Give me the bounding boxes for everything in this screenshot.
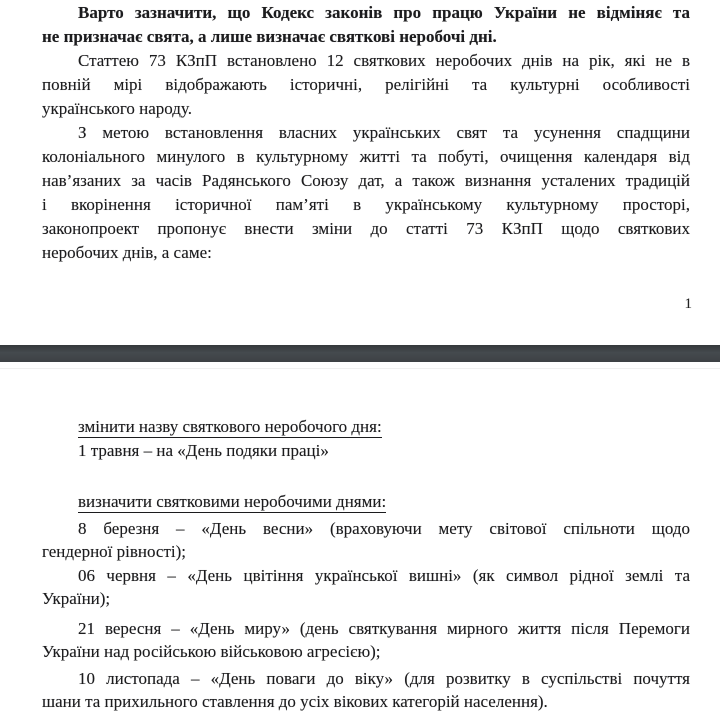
text-line: 21 вересня – «День миру» (день святкування мирного життя після Перемоги (78, 618, 690, 638)
text-line: нав’язаних за часів Радянського Союзу дат, а також визнання усталених традицій (42, 171, 690, 190)
paragraph-purpose (42, 121, 690, 265)
text-line: повній мірі відображають історичні, релігійні та культурні особливості (42, 75, 690, 94)
text-line: шани та прихильного ставлення до усіх вікових категорій населення). (42, 692, 548, 711)
section-heading-rename (42, 415, 690, 439)
holiday-item (42, 564, 690, 611)
page-1 (0, 0, 720, 345)
section-heading-define (42, 490, 690, 514)
text-line: 8 березня – «День весни» (враховуючи мету світової спільноти щодо (78, 518, 690, 538)
holiday-list (42, 517, 690, 714)
text-line: колоніального минулого в культурному житті та побуті, очищення календаря від (42, 147, 690, 166)
text-line: неробочих днів, а саме: (42, 243, 212, 262)
text-line: українського народу. (42, 99, 192, 118)
text-line: Варто зазначити, що Кодекс законів про працю України не відміняє та (78, 3, 690, 22)
text-line: З метою встановлення власних українських свят та усунення спадщини (78, 123, 690, 142)
holiday-item (42, 617, 690, 664)
text-line: гендерної рівності); (42, 542, 187, 561)
holiday-item (42, 517, 690, 564)
holiday-rename-item: 1 травня – на «День подяки праці» (78, 441, 329, 460)
paragraph-article-73 (42, 49, 690, 121)
page-gap-divider (0, 345, 720, 362)
page-2 (0, 362, 720, 716)
page-number: 1 (684, 296, 692, 312)
text-line: 10 листопада – «День поваги до віку» (для розвитку в суспільстві почуття (78, 668, 690, 688)
text-line: не призначає свята, а лише визначає святкові неробочі дні. (42, 27, 497, 46)
text-line: України над російською військовою агресією); (42, 642, 381, 661)
underlined-heading-text: змінити назву святкового неробочого дня: (78, 417, 382, 436)
text-line: і вкорінення історичної пам’яті в українському культурному просторі, (42, 195, 690, 214)
text-line: Статтею 73 КЗпП встановлено 12 святкових неробочих днів на рік, які не в (78, 51, 690, 70)
text-line: законопроект пропонує внести зміни до статті 73 КЗпП щодо святкових (42, 219, 690, 238)
text-line: України); (42, 589, 111, 608)
underlined-heading-text: визначити святковими неробочими днями: (78, 491, 387, 511)
text-line: 06 червня – «День цвітіння української вишні» (як символ рідної землі та (78, 565, 690, 585)
holiday-item (42, 667, 690, 714)
paragraph-bold-note (42, 1, 690, 49)
